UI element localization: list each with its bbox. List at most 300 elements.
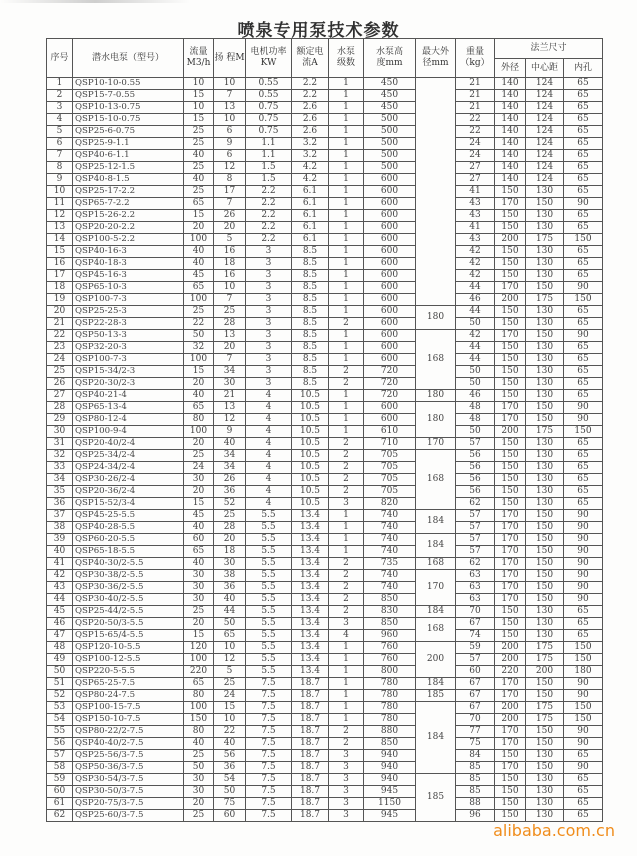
table-row: [47, 246, 603, 258]
row-head: 50: [214, 618, 246, 630]
row-index: 5: [47, 126, 73, 138]
row-flange-outer: 150: [495, 798, 526, 810]
row-index: 20: [47, 306, 73, 318]
row-stages: 1: [329, 702, 364, 714]
header-index: 序号: [47, 39, 73, 78]
row-current: 6.1: [292, 186, 329, 198]
row-index: 2: [47, 90, 73, 102]
row-current: 10.5: [292, 498, 329, 510]
row-weight: 62: [456, 558, 495, 570]
row-height: 850: [364, 738, 416, 750]
row-flow: 30: [184, 786, 214, 798]
row-flange-inner: 150: [564, 294, 603, 306]
row-index: 21: [47, 318, 73, 330]
row-model: QSP65-7-2.2: [73, 198, 184, 210]
row-stages: 2: [329, 462, 364, 474]
row-stages: 1: [329, 258, 364, 270]
row-current: 8.5: [292, 342, 329, 354]
row-stages: 1: [329, 654, 364, 666]
row-weight: 27: [456, 174, 495, 186]
row-index: 46: [47, 618, 73, 630]
row-height: 880: [364, 726, 416, 738]
header-power: [246, 39, 292, 78]
pump-spec-table: [46, 38, 603, 822]
row-flange-inner: 65: [564, 126, 603, 138]
row-flow: 25: [184, 306, 214, 318]
row-weight: 84: [456, 750, 495, 762]
row-flange-outer: 170: [495, 582, 526, 594]
row-flow: 20: [184, 798, 214, 810]
row-index: 11: [47, 198, 73, 210]
row-model: QSP24-34/2-4: [73, 462, 184, 474]
row-flow: 25: [184, 126, 214, 138]
row-height: 740: [364, 570, 416, 582]
row-index: 18: [47, 282, 73, 294]
table-row: [47, 570, 603, 582]
row-head: 30: [214, 378, 246, 390]
table-row: [47, 390, 603, 402]
row-current: 8.5: [292, 318, 329, 330]
row-stages: 3: [329, 762, 364, 774]
row-stages: 1: [329, 546, 364, 558]
row-flange-center: 124: [526, 78, 564, 90]
row-flange-outer: 200: [495, 702, 526, 714]
row-weight: 56: [456, 450, 495, 462]
row-stages: 1: [329, 666, 364, 678]
row-stages: 1: [329, 678, 364, 690]
row-model: QSP100-9-4: [73, 426, 184, 438]
row-weight: 44: [456, 354, 495, 366]
row-flange-inner: 150: [564, 714, 603, 726]
row-weight: 85: [456, 786, 495, 798]
row-current: 10.5: [292, 438, 329, 450]
row-model: QSP15-65/4-5.5: [73, 630, 184, 642]
row-outer-diameter: 184: [416, 510, 456, 534]
row-flange-inner: 65: [564, 798, 603, 810]
row-stages: 3: [329, 798, 364, 810]
row-current: 8.5: [292, 282, 329, 294]
row-flange-outer: 150: [495, 318, 526, 330]
row-stages: 2: [329, 474, 364, 486]
row-current: 13.4: [292, 606, 329, 618]
row-outer-diameter: 170: [416, 570, 456, 606]
row-flow: 40: [184, 522, 214, 534]
row-flow: 20: [184, 618, 214, 630]
row-flange-outer: 170: [495, 414, 526, 426]
row-head: 21: [214, 390, 246, 402]
row-weight: 42: [456, 246, 495, 258]
row-flange-outer: 170: [495, 762, 526, 774]
row-model: QSP65-25-7.5: [73, 678, 184, 690]
row-power: 5.5: [246, 510, 292, 522]
row-model: QSP25-60/3-7.5: [73, 810, 184, 822]
row-flow: 20: [184, 222, 214, 234]
row-head: 54: [214, 774, 246, 786]
row-flow: 25: [184, 186, 214, 198]
row-model: QSP25-56/3-7.5: [73, 750, 184, 762]
row-flange-inner: 65: [564, 366, 603, 378]
row-index: 4: [47, 114, 73, 126]
row-flange-outer: 220: [495, 666, 526, 678]
row-head: 7: [214, 294, 246, 306]
row-power: 5.5: [246, 630, 292, 642]
row-weight: 21: [456, 90, 495, 102]
row-index: 59: [47, 774, 73, 786]
row-weight: 24: [456, 150, 495, 162]
row-weight: 24: [456, 138, 495, 150]
row-flange-center: 124: [526, 90, 564, 102]
row-height: 740: [364, 534, 416, 546]
row-flange-inner: 90: [564, 330, 603, 342]
row-index: 9: [47, 174, 73, 186]
row-index: 12: [47, 210, 73, 222]
row-weight: 57: [456, 438, 495, 450]
row-head: 26: [214, 210, 246, 222]
row-head: 25: [214, 306, 246, 318]
row-model: QSP15-34/2-3: [73, 366, 184, 378]
row-current: 18.7: [292, 690, 329, 702]
row-current: 18.7: [292, 738, 329, 750]
row-current: 2.6: [292, 114, 329, 126]
row-model: QSP20-30/2-3: [73, 378, 184, 390]
row-flow: 150: [184, 714, 214, 726]
row-head: 56: [214, 750, 246, 762]
row-flange-inner: 90: [564, 594, 603, 606]
row-flange-center: 130: [526, 474, 564, 486]
row-head: 16: [214, 270, 246, 282]
row-stages: 1: [329, 198, 364, 210]
row-weight: 60: [456, 666, 495, 678]
row-power: 7.5: [246, 798, 292, 810]
row-stages: 3: [329, 750, 364, 762]
row-head: 34: [214, 450, 246, 462]
row-height: 450: [364, 102, 416, 114]
row-flow: 15: [184, 498, 214, 510]
row-outer-diameter: 168: [416, 618, 456, 642]
row-stages: 2: [329, 366, 364, 378]
row-weight: 44: [456, 306, 495, 318]
row-stages: 2: [329, 378, 364, 390]
row-head: 7: [214, 90, 246, 102]
table-row: [47, 366, 603, 378]
row-height: 450: [364, 78, 416, 90]
row-head: 17: [214, 186, 246, 198]
row-weight: 59: [456, 642, 495, 654]
row-flange-center: 175: [526, 654, 564, 666]
row-stages: 1: [329, 90, 364, 102]
row-flange-center: 130: [526, 486, 564, 498]
row-flow: 100: [184, 234, 214, 246]
row-head: 13: [214, 402, 246, 414]
row-model: QSP40-28-5.5: [73, 522, 184, 534]
row-current: 8.5: [292, 246, 329, 258]
table-row: [47, 234, 603, 246]
row-flange-center: 130: [526, 246, 564, 258]
row-weight: 48: [456, 402, 495, 414]
row-weight: 46: [456, 390, 495, 402]
row-index: 35: [47, 486, 73, 498]
row-height: 600: [364, 330, 416, 342]
row-index: 40: [47, 546, 73, 558]
header-flange-outer: 外径: [495, 59, 526, 78]
row-index: 31: [47, 438, 73, 450]
row-outer-diameter: 170: [416, 438, 456, 450]
row-index: 37: [47, 510, 73, 522]
row-stages: 1: [329, 234, 364, 246]
row-head: 44: [214, 606, 246, 618]
row-height: 705: [364, 486, 416, 498]
row-model: QSP15-26-2.2: [73, 210, 184, 222]
row-height: 705: [364, 474, 416, 486]
row-flow: 24: [184, 462, 214, 474]
row-index: 55: [47, 726, 73, 738]
row-model: QSP10-10-0.55: [73, 78, 184, 90]
table-row: [47, 378, 603, 390]
row-flow: 65: [184, 678, 214, 690]
row-flow: 15: [184, 114, 214, 126]
row-model: QSP25-17-2.2: [73, 186, 184, 198]
row-power: 3: [246, 342, 292, 354]
row-current: 13.4: [292, 630, 329, 642]
row-power: 4: [246, 486, 292, 498]
row-current: 8.5: [292, 354, 329, 366]
row-flange-outer: 140: [495, 78, 526, 90]
row-weight: 62: [456, 498, 495, 510]
row-head: 36: [214, 762, 246, 774]
row-flange-center: 130: [526, 618, 564, 630]
row-current: 8.5: [292, 258, 329, 270]
row-flange-inner: 90: [564, 510, 603, 522]
row-flange-inner: 65: [564, 270, 603, 282]
row-current: 10.5: [292, 462, 329, 474]
row-height: 740: [364, 546, 416, 558]
row-index: 13: [47, 222, 73, 234]
row-stages: 2: [329, 738, 364, 750]
row-outer-diameter: 185: [416, 774, 456, 822]
row-head: 10: [214, 282, 246, 294]
row-weight: 57: [456, 546, 495, 558]
row-height: 600: [364, 246, 416, 258]
row-flow: 40: [184, 246, 214, 258]
row-flow: 40: [184, 390, 214, 402]
row-model: QSP40-40/2-7.5: [73, 738, 184, 750]
row-head: 6: [214, 126, 246, 138]
row-flange-outer: 150: [495, 222, 526, 234]
row-flange-center: 124: [526, 150, 564, 162]
row-flange-inner: 90: [564, 522, 603, 534]
row-flange-outer: 150: [495, 474, 526, 486]
row-flange-outer: 140: [495, 126, 526, 138]
row-outer-diameter: 184: [416, 534, 456, 558]
row-current: 8.5: [292, 366, 329, 378]
row-model: QSP15-52/3-4: [73, 498, 184, 510]
row-flange-outer: 150: [495, 210, 526, 222]
row-flange-center: 130: [526, 318, 564, 330]
row-current: 13.4: [292, 654, 329, 666]
row-height: 600: [364, 354, 416, 366]
header-current-line1: 额定电: [296, 47, 324, 57]
row-flange-outer: 140: [495, 150, 526, 162]
row-weight: 75: [456, 738, 495, 750]
row-flange-center: 130: [526, 378, 564, 390]
row-flow: 30: [184, 582, 214, 594]
row-flange-center: 130: [526, 462, 564, 474]
row-current: 13.4: [292, 534, 329, 546]
row-flange-center: 130: [526, 390, 564, 402]
row-power: 3: [246, 282, 292, 294]
row-head: 5: [214, 234, 246, 246]
row-stages: 1: [329, 354, 364, 366]
row-flange-outer: 150: [495, 270, 526, 282]
row-current: 13.4: [292, 582, 329, 594]
row-current: 10.5: [292, 390, 329, 402]
row-flange-center: 150: [526, 762, 564, 774]
table-row: [47, 786, 603, 798]
row-flow: 30: [184, 774, 214, 786]
row-index: 51: [47, 678, 73, 690]
row-flange-outer: 170: [495, 402, 526, 414]
row-flange-outer: 170: [495, 570, 526, 582]
row-power: 3: [246, 270, 292, 282]
row-model: QSP32-20-3: [73, 342, 184, 354]
row-head: 10: [214, 714, 246, 726]
row-flange-center: 150: [526, 522, 564, 534]
row-stages: 2: [329, 486, 364, 498]
row-current: 13.4: [292, 522, 329, 534]
row-model: QSP25-9-1.1: [73, 138, 184, 150]
row-flange-outer: 170: [495, 198, 526, 210]
row-height: 600: [364, 174, 416, 186]
row-flange-inner: 150: [564, 642, 603, 654]
row-model: QSP40-8-1.5: [73, 174, 184, 186]
row-height: 850: [364, 618, 416, 630]
row-head: 36: [214, 486, 246, 498]
row-flange-outer: 150: [495, 438, 526, 450]
row-head: 9: [214, 138, 246, 150]
row-index: 57: [47, 750, 73, 762]
row-power: 3: [246, 306, 292, 318]
row-stages: 1: [329, 126, 364, 138]
row-flow: 60: [184, 534, 214, 546]
row-stages: 3: [329, 498, 364, 510]
header-weight-line2: （kg）: [460, 58, 490, 68]
row-head: 60: [214, 810, 246, 822]
row-index: 52: [47, 690, 73, 702]
row-flow: 50: [184, 330, 214, 342]
row-flange-outer: 170: [495, 282, 526, 294]
row-flange-outer: 170: [495, 510, 526, 522]
row-head: 52: [214, 498, 246, 510]
row-weight: 43: [456, 198, 495, 210]
row-flange-center: 124: [526, 174, 564, 186]
row-power: 1.1: [246, 150, 292, 162]
row-flange-outer: 170: [495, 330, 526, 342]
row-height: 820: [364, 498, 416, 510]
row-height: 600: [364, 234, 416, 246]
row-flow: 100: [184, 654, 214, 666]
row-flange-inner: 90: [564, 558, 603, 570]
row-flange-outer: 200: [495, 234, 526, 246]
row-head: 50: [214, 786, 246, 798]
row-head: 9: [214, 426, 246, 438]
row-flange-center: 150: [526, 726, 564, 738]
header-outer-diameter: [416, 39, 456, 78]
row-flow: 65: [184, 402, 214, 414]
row-flange-inner: 65: [564, 630, 603, 642]
table-row: [47, 270, 603, 282]
table-row: [47, 342, 603, 354]
row-model: QSP25-12-1.5: [73, 162, 184, 174]
row-model: QSP40-21-4: [73, 390, 184, 402]
row-power: 5.5: [246, 642, 292, 654]
row-head: 34: [214, 462, 246, 474]
row-weight: 67: [456, 702, 495, 714]
row-index: 61: [47, 798, 73, 810]
row-height: 610: [364, 426, 416, 438]
table-row: [47, 510, 603, 522]
row-height: 760: [364, 642, 416, 654]
row-flange-center: 150: [526, 570, 564, 582]
row-flange-center: 175: [526, 702, 564, 714]
scan-artifact: [0, 0, 190, 3]
row-height: 780: [364, 702, 416, 714]
row-flange-outer: 150: [495, 354, 526, 366]
table-row: [47, 738, 603, 750]
row-stages: 1: [329, 510, 364, 522]
row-power: 2.2: [246, 234, 292, 246]
row-head: 75: [214, 798, 246, 810]
row-height: 780: [364, 678, 416, 690]
table-row: [47, 138, 603, 150]
row-height: 600: [364, 186, 416, 198]
row-flange-inner: 65: [564, 306, 603, 318]
table-row: [47, 258, 603, 270]
row-stages: 1: [329, 714, 364, 726]
row-index: 33: [47, 462, 73, 474]
row-stages: 1: [329, 138, 364, 150]
row-flow: 65: [184, 546, 214, 558]
row-flow: 15: [184, 630, 214, 642]
row-head: 10: [214, 78, 246, 90]
row-model: QSP20-36/2-4: [73, 486, 184, 498]
row-head: 20: [214, 534, 246, 546]
header-stages-line2: 级数: [336, 58, 355, 68]
row-current: 18.7: [292, 726, 329, 738]
row-model: QSP65-18-5.5: [73, 546, 184, 558]
row-flange-center: 130: [526, 210, 564, 222]
row-flange-inner: 150: [564, 654, 603, 666]
row-stages: 1: [329, 150, 364, 162]
row-flange-outer: 150: [495, 750, 526, 762]
row-current: 10.5: [292, 450, 329, 462]
row-model: QSP15-7-0.55: [73, 90, 184, 102]
row-model: QSP65-10-3: [73, 282, 184, 294]
row-index: 8: [47, 162, 73, 174]
row-height: 705: [364, 450, 416, 462]
header-power-line2: KW: [260, 58, 277, 68]
row-flow: 20: [184, 378, 214, 390]
row-model: QSP100-12-5.5: [73, 654, 184, 666]
row-weight: 48: [456, 414, 495, 426]
row-head: 18: [214, 546, 246, 558]
row-current: 13.4: [292, 618, 329, 630]
row-weight: 56: [456, 462, 495, 474]
row-current: 3.2: [292, 150, 329, 162]
row-weight: 67: [456, 618, 495, 630]
row-flange-center: 175: [526, 426, 564, 438]
row-model: QSP220-5-5.5: [73, 666, 184, 678]
row-flange-inner: 90: [564, 678, 603, 690]
